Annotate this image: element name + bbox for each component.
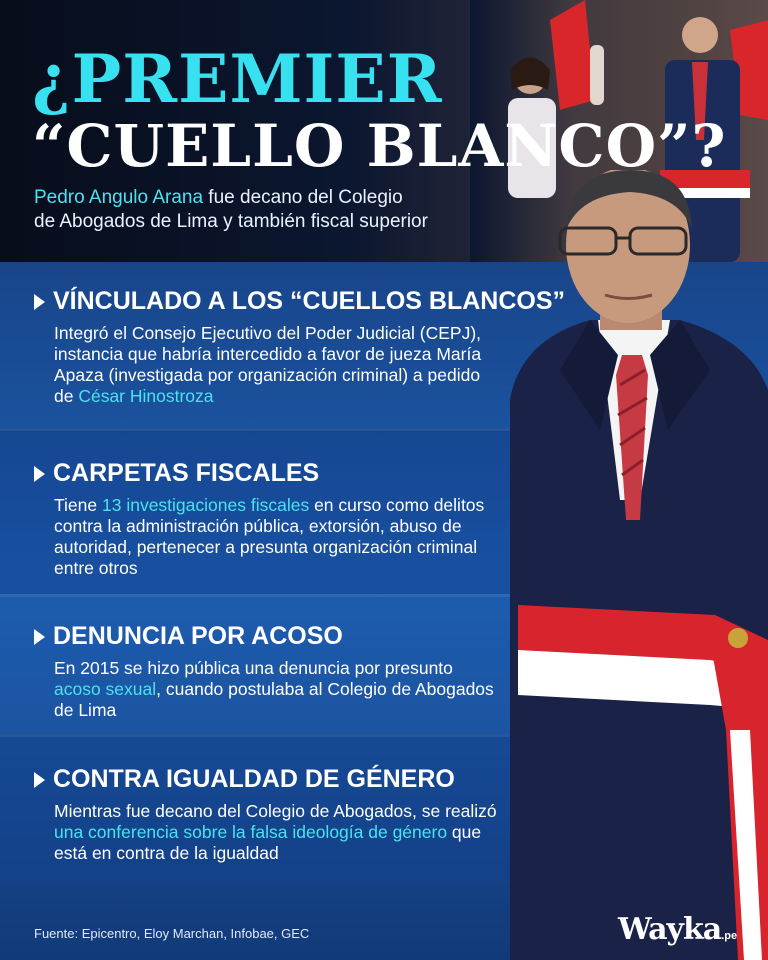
section-body-highlight: acoso sexual xyxy=(54,679,157,699)
section-body-4 xyxy=(54,801,504,864)
section-title-text: VÍNCULADO A LOS “CUELLOS BLANCOS” xyxy=(53,287,566,315)
wayka-logo xyxy=(618,912,737,947)
triangle-right-icon xyxy=(34,772,45,788)
headline-line-2: “CUELLO BLANCO”? xyxy=(32,112,727,180)
logo-suffix: .pe xyxy=(721,930,738,942)
section-title-text: CONTRA IGUALDAD DE GÉNERO xyxy=(53,765,455,793)
logo-main: Wayka xyxy=(618,912,722,947)
section-body-highlight: César Hinostroza xyxy=(78,386,214,406)
source-credit: Fuente: Epicentro, Eloy Marchan, Infobae, GEC xyxy=(34,926,310,941)
triangle-right-icon xyxy=(34,466,45,482)
section-title-text: DENUNCIA POR ACOSO xyxy=(53,622,343,650)
subtitle xyxy=(34,186,514,234)
section-title-text: CARPETAS FISCALES xyxy=(53,459,320,487)
section-body-2 xyxy=(54,495,504,579)
section-body-highlight: 13 investigaciones fiscales xyxy=(102,495,310,515)
section-body-text: , cuando postulaba al Colegio de Abogados de Lima xyxy=(54,679,494,720)
subtitle-name: Pedro Angulo Arana xyxy=(34,187,204,208)
section-body-text: Tiene xyxy=(54,495,102,515)
section-body-text: en curso como delitos contra la administración pública, extorsión, abuso de autoridad, pertenecer a presunta organización criminal entre otros xyxy=(54,495,485,578)
section-body-3 xyxy=(54,658,504,721)
section-body-text: que está en contra de la igualdad xyxy=(54,822,482,863)
subtitle-text-line-2: de Abogados de Lima y también fiscal superior xyxy=(34,211,428,232)
section-title-4 xyxy=(34,765,455,794)
section-title-2 xyxy=(34,459,319,488)
section-title-1 xyxy=(34,287,565,316)
section-body-text: En 2015 se hizo pública una denuncia por presunto xyxy=(54,658,453,678)
section-body-1 xyxy=(54,323,504,407)
section-body-highlight: una conferencia sobre la falsa ideología de género xyxy=(54,822,448,842)
headline-line-1: ¿PREMIER xyxy=(32,40,443,118)
section-title-3 xyxy=(34,622,343,651)
section-body-text: Mientras fue decano del Colegio de Abogados, se realizó xyxy=(54,801,497,821)
section-body-text: Integró el Consejo Ejecutivo del Poder Judicial (CEPJ), instancia que habría intercedido a favor de jueza María Apaza (investigada por organización criminal) a pedido de xyxy=(54,323,482,406)
subtitle-text: fue decano del Colegio xyxy=(203,187,403,208)
triangle-right-icon xyxy=(34,629,45,645)
triangle-right-icon xyxy=(34,294,45,310)
